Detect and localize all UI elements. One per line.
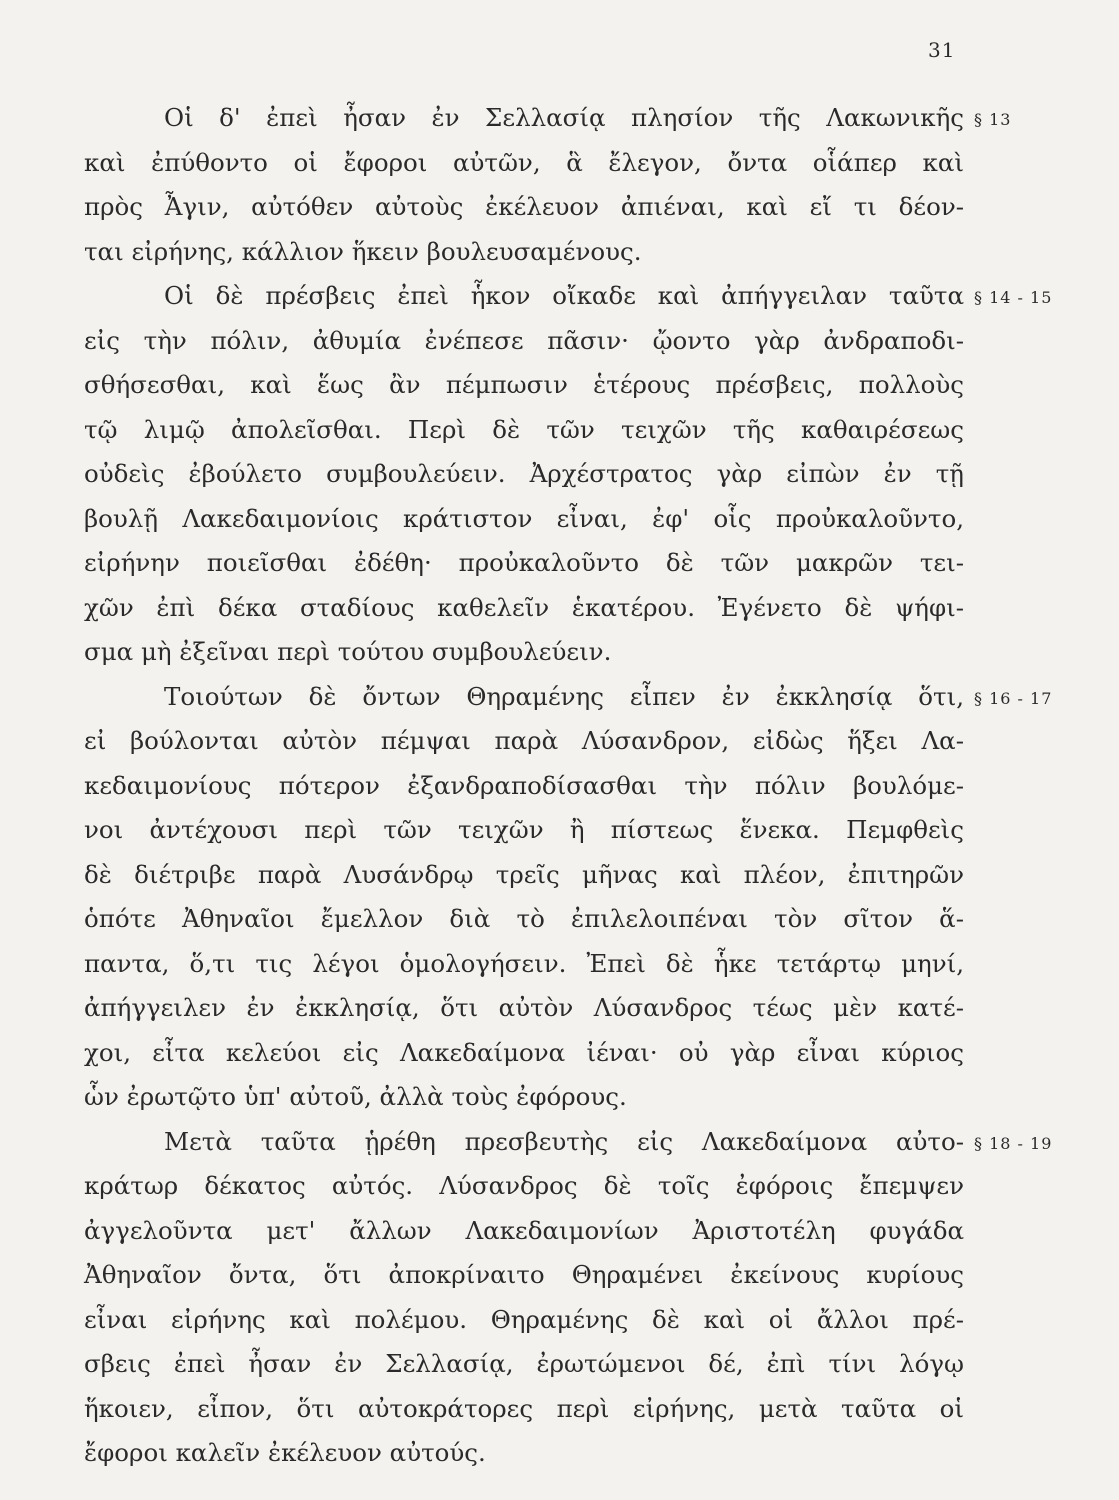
text-line: εἰρήνην ποιεῖσθαι ἐδέθη· προὐκαλοῦντο δὲ τῶν μακρῶν τει- <box>84 548 964 577</box>
text-line: Τοιούτων δὲ ὄντων Θηραμένης εἶπεν ἐν ἐκκλησίᾳ ὅτι, <box>164 681 964 711</box>
text-line: χοι, εἶτα κελεύοι εἰς Λακεδαίμονα ἰέναι· οὐ γὰρ εἶναι κύριος <box>84 1037 964 1067</box>
text-line: σβεις ἐπεὶ ἦσαν ἐν Σελλασίᾳ, ἐρωτώμενοι δέ, ἐπὶ τίνι λόγῳ <box>84 1349 964 1378</box>
text-line: χῶν ἐπὶ δέκα σταδίους καθελεῖν ἑκατέρου. Ἐγένετο δὲ ψήφι- <box>84 592 964 622</box>
text-line: εἰς τὴν πόλιν, ἀθυμία ἐνέπεσε πᾶσιν· ᾤοντο γὰρ ἀνδραποδι- <box>84 325 964 355</box>
text-line: σμα μὴ ἐξεῖναι περὶ τούτου συμβουλεύειν. <box>84 637 612 666</box>
text-line: ἥκοιεν, εἶπον, ὅτι αὐτοκράτορες περὶ εἰρήνης, μετὰ ταῦτα οἱ <box>84 1393 964 1423</box>
body-text <box>84 96 964 1476</box>
section-marker: § 16 - 17 <box>974 688 1053 708</box>
section-marker: § 14 - 15 <box>974 288 1053 307</box>
text-line: νοι ἀντέχουσι περὶ τῶν τειχῶν ἢ πίστεως ἕνεκα. Πεμφθεὶς <box>84 815 964 844</box>
text-line: ἔφοροι καλεῖν ἐκέλευον αὐτούς. <box>84 1438 486 1467</box>
text-line: τῷ λιμῷ ἀπολεῖσθαι. Περὶ δὲ τῶν τειχῶν τῆς καθαιρέσεως <box>84 414 964 444</box>
text-line: δὲ διέτριβε παρὰ Λυσάνδρῳ τρεῖς μῆνας καὶ πλέον, ἐπιτηρῶν <box>84 859 964 889</box>
text-line: κεδαιμονίους πότερον ἐξανδραποδίσασθαι τὴν πόλιν βουλόμε- <box>84 770 964 800</box>
text-line: οὐδεὶς ἐβούλετο συμβουλεύειν. Ἀρχέστρατος γὰρ εἰπὼν ἐν τῇ <box>84 459 964 488</box>
text-line: καὶ ἐπύθοντο οἱ ἔφοροι αὐτῶν, ἃ ἔλεγον, ὄντα οἷάπερ καὶ <box>84 147 964 177</box>
text-line: ἀπήγγειλεν ἐν ἐκκλησίᾳ, ὅτι αὐτὸν Λύσανδρος τέως μὲν κατέ- <box>84 993 964 1022</box>
text-line: ἀγγελοῦντα μετ' ἄλλων Λακεδαιμονίων Ἀριστοτέλη φυγάδα <box>84 1215 964 1245</box>
text-line: πρὸς Ἆγιν, αὐτόθεν αὐτοὺς ἐκέλευον ἀπιέναι, καὶ εἴ τι δέον- <box>84 192 964 221</box>
page-number: 31 <box>928 38 956 62</box>
section-marker: § 18 - 19 <box>974 1133 1053 1153</box>
text-line: εἶναι εἰρήνης καὶ πολέμου. Θηραμένης δὲ καὶ οἱ ἄλλοι πρέ- <box>84 1304 964 1334</box>
section-marker: § 13 <box>974 110 1012 129</box>
text-line: σθήσεσθαι, καὶ ἕως ἂν πέμπωσιν ἑτέρους πρέσβεις, πολλοὺς <box>84 370 964 399</box>
text-line: εἰ βούλονται αὐτὸν πέμψαι παρὰ Λύσανδρον, εἰδὼς ἥξει Λα- <box>84 726 964 755</box>
text-line: Οἱ δ' ἐπεὶ ἦσαν ἐν Σελλασίᾳ πλησίον τῆς Λακωνικῆς <box>164 103 964 132</box>
text-line: Οἱ δὲ πρέσβεις ἐπεὶ ἧκον οἴκαδε καὶ ἀπήγγειλαν ταῦτα <box>164 281 964 310</box>
text-line: κράτωρ δέκατος αὐτός. Λύσανδρος δὲ τοῖς ἐφόροις ἔπεμψεν <box>84 1171 964 1200</box>
text-line: Ἀθηναῖον ὄντα, ὅτι ἀποκρίναιτο Θηραμένει ἐκείνους κυρίους <box>84 1260 964 1289</box>
text-line: παντα, ὅ,τι τις λέγοι ὁμολογήσειν. Ἐπεὶ δὲ ἧκε τετάρτῳ μηνί, <box>84 948 964 978</box>
text-line: Μετὰ ταῦτα ᾑρέθη πρεσβευτὴς εἰς Λακεδαίμονα αὐτο- <box>164 1126 964 1156</box>
text-line: βουλῇ Λακεδαιμονίοις κράτιστον εἶναι, ἐφ' οἷς προὐκαλοῦντο, <box>84 503 964 533</box>
text-line: ται εἰρήνης, κάλλιον ἥκειν βουλευσαμένους. <box>84 236 642 266</box>
text-line: ὧν ἐρωτῷτο ὑπ' αὐτοῦ, ἀλλὰ τοὺς ἐφόρους. <box>84 1082 627 1111</box>
text-line: ὁπότε Ἀθηναῖοι ἔμελλον διὰ τὸ ἐπιλελοιπέναι τὸν σῖτον ἅ- <box>84 904 964 933</box>
